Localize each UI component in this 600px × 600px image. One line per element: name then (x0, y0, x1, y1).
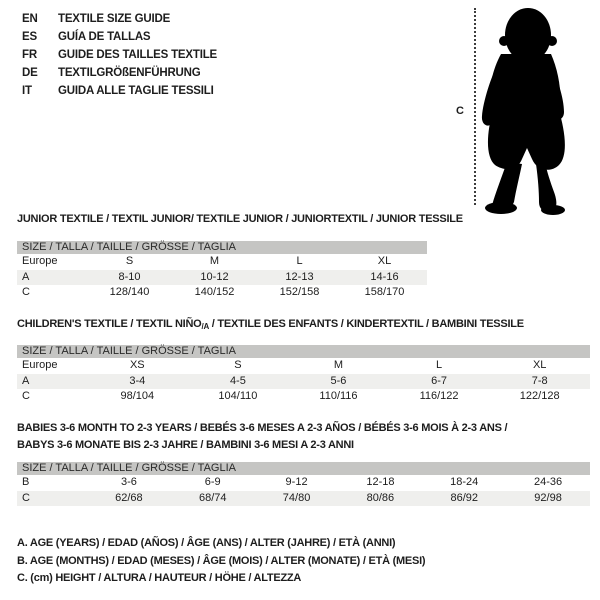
measurement-legend (17, 535, 425, 588)
table-cell: 18-24 (422, 475, 506, 491)
babies-title-line1: BABIES 3-6 MONTH TO 2-3 YEARS / BEBÉS 3-6 MESES A 2-3 AÑOS / BÉBÉS 3-6 MOIS À 2-3 ANS / (17, 422, 508, 434)
table-cell: 4-5 (188, 374, 289, 390)
table-cell: 80/86 (338, 491, 422, 507)
table-cell: 110/116 (288, 389, 389, 405)
table-cell: 8-10 (87, 270, 172, 286)
table-cell: M (172, 254, 257, 270)
table-row-age (17, 374, 590, 390)
table-cell: 98/104 (87, 389, 188, 405)
junior-size-table (17, 241, 427, 301)
table-cell: 3-6 (87, 475, 171, 491)
height-measure-line (474, 8, 476, 205)
table-cell: 74/80 (255, 491, 339, 507)
baby-silhouette-icon (481, 4, 591, 215)
language-code: EN (22, 13, 38, 25)
language-code: DE (22, 67, 38, 79)
language-row (22, 28, 217, 46)
table-cell: 6-9 (171, 475, 255, 491)
language-title: GUIDE DES TAILLES TEXTILE (58, 49, 217, 61)
babies-size-table (17, 462, 590, 506)
children-title-suffix: / TEXTILE DES ENFANTS / KINDERTEXTIL / BAMBINI TESSILE (208, 318, 524, 330)
table-cell: XS (87, 358, 188, 374)
legend-line-c: C. (cm) HEIGHT / ALTURA / HAUTEUR / HÖHE / ALTEZZA (17, 572, 302, 584)
legend-line-a: A. AGE (YEARS) / EDAD (AÑOS) / ÂGE (ANS) / ALTER (JAHRE) / ETÀ (ANNI) (17, 537, 396, 549)
row-label: A (17, 270, 87, 286)
table-cell: 152/158 (257, 285, 342, 301)
children-section-title (17, 318, 524, 331)
size-header-row (17, 345, 590, 358)
table-cell: XL (342, 254, 427, 270)
table-row-europe (17, 358, 590, 374)
table-cell: 12-18 (338, 475, 422, 491)
language-code: ES (22, 31, 37, 43)
table-row-age-months (17, 475, 590, 491)
table-cell: 3-4 (87, 374, 188, 390)
table-cell: L (389, 358, 490, 374)
size-header-bar: SIZE / TALLA / TAILLE / GRÖSSE / TAGLIA (17, 462, 590, 475)
height-measure-label: C (456, 105, 464, 117)
row-label: A (17, 374, 87, 390)
table-cell: M (288, 358, 389, 374)
table-cell: 7-8 (489, 374, 590, 390)
table-cell: 5-6 (288, 374, 389, 390)
table-cell: 9-12 (255, 475, 339, 491)
junior-section-title: JUNIOR TEXTILE / TEXTIL JUNIOR/ TEXTILE JUNIOR / JUNIORTEXTIL / JUNIOR TESSILE (17, 213, 463, 225)
size-header-row (17, 241, 427, 254)
table-cell: 10-12 (172, 270, 257, 286)
legend-line-b: B. AGE (MONTHS) / EDAD (MESES) / ÂGE (MOIS) / ALTER (MONATE) / ETÀ (MESI) (17, 554, 426, 567)
language-title: TEXTILE SIZE GUIDE (58, 13, 171, 25)
table-cell: 12-13 (257, 270, 342, 286)
table-cell: 62/68 (87, 491, 171, 507)
language-row (22, 64, 217, 82)
table-cell: XL (489, 358, 590, 374)
table-cell: S (87, 254, 172, 270)
language-title-list (22, 10, 217, 100)
language-code: IT (22, 85, 32, 97)
row-label: Europe (17, 254, 87, 270)
table-cell: 158/170 (342, 285, 427, 301)
language-row (22, 82, 217, 100)
table-cell: 68/74 (171, 491, 255, 507)
language-row (22, 10, 217, 28)
table-row-height (17, 285, 427, 301)
size-header-bar: SIZE / TALLA / TAILLE / GRÖSSE / TAGLIA (17, 241, 427, 254)
language-row (22, 46, 217, 64)
table-cell: L (257, 254, 342, 270)
language-title: TEXTILGRÖßENFÜHRUNG (58, 67, 201, 79)
table-cell: 24-36 (506, 475, 590, 491)
table-cell: 140/152 (172, 285, 257, 301)
language-code: FR (22, 49, 37, 61)
table-row-age (17, 270, 427, 286)
language-title: GUIDA ALLE TAGLIE TESSILI (58, 85, 214, 97)
table-cell: 92/98 (506, 491, 590, 507)
table-cell: 86/92 (422, 491, 506, 507)
language-title: GUÍA DE TALLAS (58, 31, 151, 43)
babies-title-line2: BABYS 3-6 MONATE BIS 2-3 JAHRE / BAMBINI 3-6 MESI A 2-3 ANNI (17, 439, 354, 451)
table-cell: 14-16 (342, 270, 427, 286)
table-cell: 122/128 (489, 389, 590, 405)
size-header-bar: SIZE / TALLA / TAILLE / GRÖSSE / TAGLIA (17, 345, 590, 358)
row-label: B (17, 475, 87, 491)
table-cell: 116/122 (389, 389, 490, 405)
table-row-height (17, 389, 590, 405)
babies-section-title (17, 420, 577, 454)
children-title-subscript: /A (201, 322, 209, 331)
size-header-row (17, 462, 590, 475)
table-cell: 128/140 (87, 285, 172, 301)
table-cell: S (188, 358, 289, 374)
row-label: C (17, 285, 87, 301)
row-label: C (17, 389, 87, 405)
table-row-height (17, 491, 590, 507)
children-title-prefix: CHILDREN'S TEXTILE / TEXTIL NIÑO (17, 318, 202, 330)
table-cell: 6-7 (389, 374, 490, 390)
table-cell: 104/110 (188, 389, 289, 405)
row-label: C (17, 491, 87, 507)
table-row-europe (17, 254, 427, 270)
children-size-table (17, 345, 590, 405)
row-label: Europe (17, 358, 87, 374)
